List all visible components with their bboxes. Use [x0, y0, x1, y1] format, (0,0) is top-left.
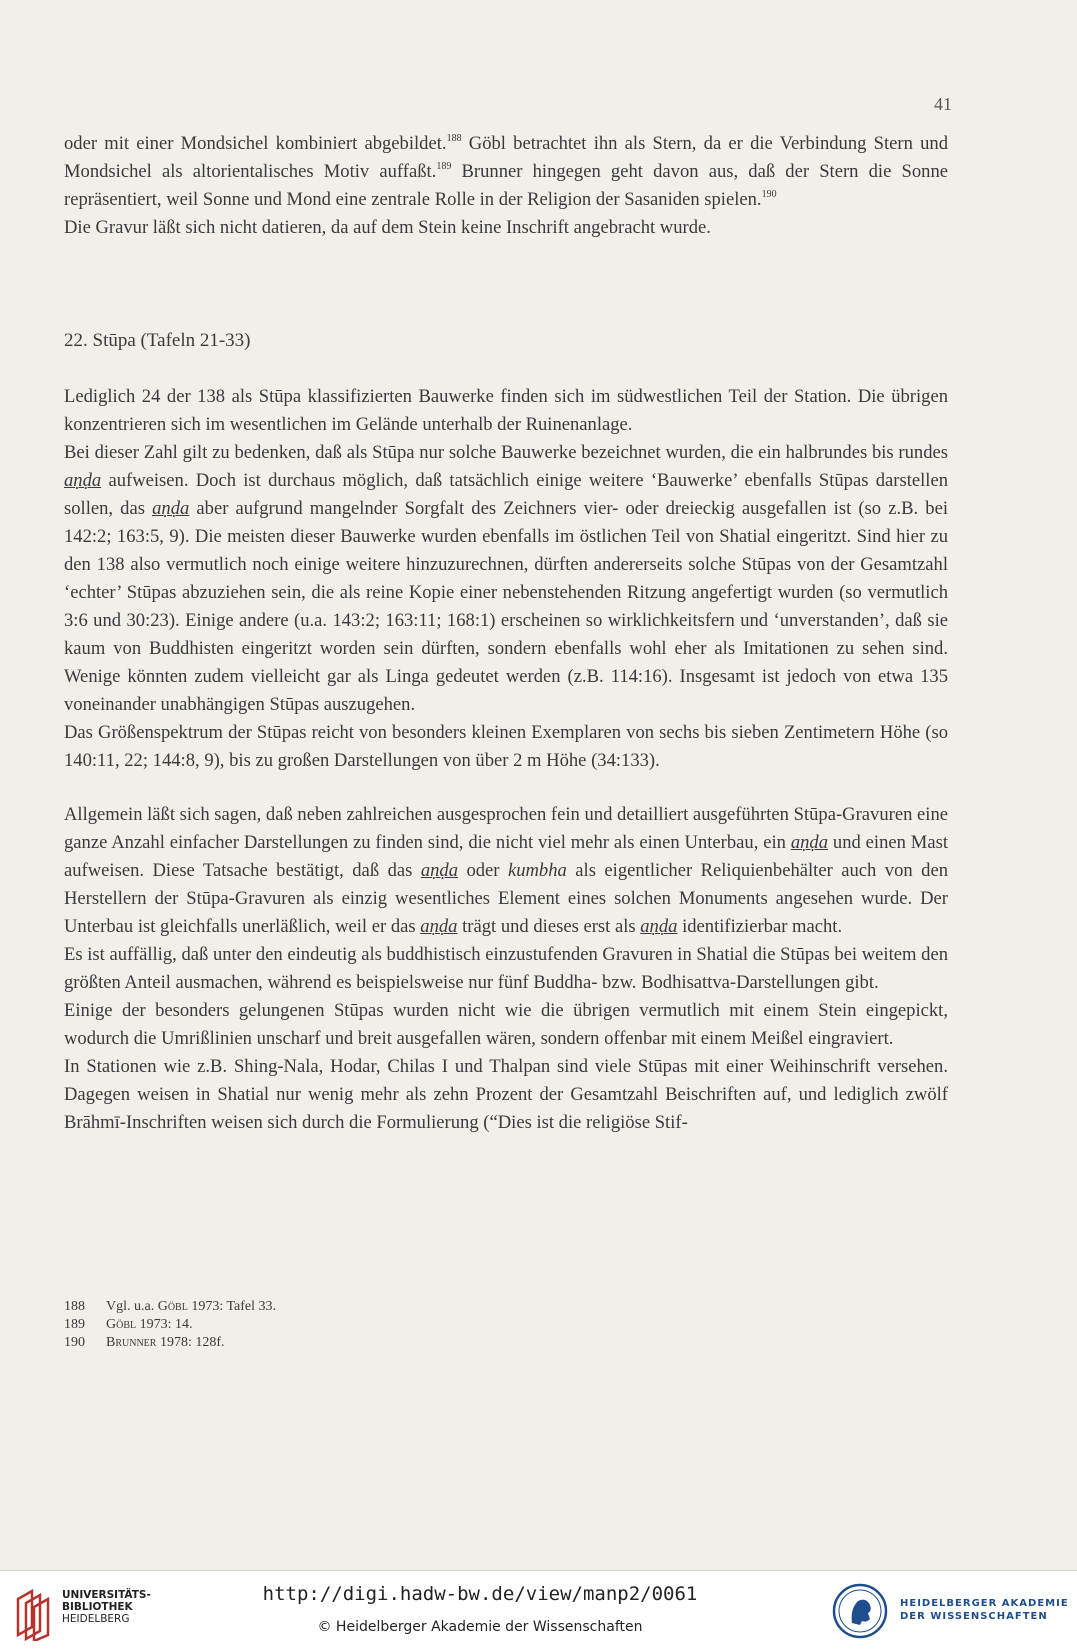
university-library-logo-icon: [12, 1585, 54, 1641]
footnote-text: Vgl. u.a. Göbl 1973: Tafel 33.: [106, 1299, 277, 1314]
footnote-190: [64, 1334, 564, 1352]
section-heading: 22. Stūpa (Tafeln 21-33): [64, 330, 251, 351]
page-number: 41: [934, 94, 952, 114]
text-run: und einen Mast aufweisen. Diese Tatsache bestätigt, daß das: [64, 832, 948, 881]
permalink-url[interactable]: http://digi.hadw-bw.de/view/manp2/0061: [262, 1583, 698, 1605]
emphasised-term: aṇḍa: [790, 832, 829, 853]
university-library-name: UNIVERSITÄTS- BIBLIOTHEK HEIDELBERG: [62, 1589, 151, 1625]
text-block-section-2: [64, 801, 948, 1137]
paragraph: [64, 439, 948, 719]
footnotes: [64, 1298, 564, 1352]
paragraph: [64, 383, 948, 439]
emphasised-term: aṇḍa: [640, 916, 678, 937]
text-run: Es ist auffällig, daß unter den eindeutig als buddhistisch einzustufenden Gravuren in Shatial die Stūpas bei weitem den größten Anteil ausmachen, während es beispielsweise nur fünf Buddha- bzw. Bodhisattva-Darstellungen gibt.: [64, 944, 948, 993]
text-run: Die Gravur läßt sich nicht datieren, da auf dem Stein keine Inschrift angebracht wurde.: [64, 217, 711, 238]
paragraph: [64, 130, 948, 214]
text-run: als eigentlicher Reliquienbehälter auch von den Herstellern der Stūpa-Gravuren als einzig wesentliches Element eines solchen Monuments angesehen wurde. Der Unterbau ist gleichfalls unerläßlich, weil er das: [64, 860, 948, 937]
text-run: oder mit einer Mondsichel kombiniert abgebildet.: [64, 133, 447, 154]
footnote-189: [64, 1316, 564, 1334]
text-run: Göbl betrachtet ihn als Stern, da er die Verbindung Stern und Mondsichel als altorientalisches Motiv auffaßt.: [64, 133, 949, 182]
emphasised-term: aṇḍa: [420, 860, 458, 881]
footnote-188: [64, 1298, 564, 1316]
text-block-intro: [64, 130, 948, 242]
footnote-text: Göbl 1973: 14.: [106, 1317, 193, 1332]
text-run: Brunner hingegen geht davon aus, daß der Stern die Sonne repräsentiert, weil Sonne und Mond eine zentrale Rolle in der Religion der Sasaniden spielen.: [64, 161, 948, 210]
text-run: identifizierbar macht.: [677, 916, 843, 937]
academy-seal-icon: [832, 1583, 888, 1639]
footnote-number: 190: [64, 1335, 85, 1350]
text-run: aber aufgrund mangelnder Sorgfalt des Zeichners vier- oder dreieckig ausgefallen ist (so z.B. bei 142:2; 163:5, 9). Die meisten dieser Bauwerke wurden ebenfalls im östlichen Teil von Shatial eingeritzt. Sind hier zu den 138 also vermutlich noch einige weitere hinzuzurechnen, dürften andererseits solche Stūpas von der Gesamtzahl ‘echter’ Stūpas abzuziehen sein, die als reine Kopie einer nebenstehenden Ritzung angefertigt wurden (so vermutlich 3:6 und 30:23). Einige andere (u.a. 143:2; 163:11; 168:1) erscheinen so wirklichkeitsfern und ‘unverstanden’, daß sie kaum von Buddhisten eingeritzt worden sein dürften, sondern ebenfalls wohl eher als Imitationen zu sehen sind. Wenige könnten zudem vielleicht gar als Linga gedeutet werden (z.B. 114:16). Insgesamt ist jedoch von etwa 135 voneinander unabhängigen Stūpas auszugehen.: [64, 498, 948, 715]
copyright-notice: © Heidelberger Akademie der Wissenschaften: [317, 1619, 643, 1635]
text-run: aufweisen. Doch ist durchaus möglich, daß tatsächlich einige weitere ‘Bauwerke’ ebenfalls Stūpas darstellen sollen, das: [64, 470, 948, 519]
emphasised-term: aṇḍa: [152, 498, 190, 519]
text-run: Das Größenspektrum der Stūpas reicht von besonders kleinen Exemplaren von sechs bis sieben Zentimetern Höhe (so 140:11, 22; 144:8, 9), bis zu großen Darstellungen von über 2 m Höhe (34:133).: [64, 722, 948, 771]
footnote-reference: 189: [436, 161, 452, 172]
paragraph: [64, 1053, 948, 1137]
footnote-number: 189: [64, 1317, 85, 1332]
paragraph: [64, 997, 948, 1053]
text-run: Allgemein läßt sich sagen, daß neben zahlreichen ausgesprochen fein und detailliert ausgeführten Stūpa-Gravuren eine ganze Anzahl einfacher Darstellungen zu finden sind, die nicht viel mehr als einen Unterbau, ein: [64, 804, 948, 853]
paragraph: [64, 941, 948, 997]
text-run: Bei dieser Zahl gilt zu bedenken, daß als Stūpa nur solche Bauwerke bezeichnet wurden, die ein halbrundes bis rundes: [64, 442, 948, 463]
text-run: trägt und dieses erst als: [457, 916, 641, 937]
text-run: In Stationen wie z.B. Shing-Nala, Hodar, Chilas I und Thalpan sind viele Stūpas mit einer Weihinschrift versehen. Dagegen weisen in Shatial nur wenig mehr als zehn Prozent der Gesamtzahl Beischriften auf, und lediglich zwölf Brāhmī-Inschriften weisen sich durch die Formulierung (“Dies ist die religiöse Stif-: [64, 1056, 948, 1133]
text-block-section-1: [64, 383, 948, 775]
footnote-text: Brunner 1978: 128f.: [106, 1335, 225, 1350]
paragraph: [64, 214, 948, 242]
academy-name: HEIDELBERGER AKADEMIE DER WISSENSCHAFTEN: [900, 1598, 1069, 1622]
emphasised-term: aṇḍa: [420, 916, 458, 937]
paragraph: [64, 801, 948, 941]
italic-term: kumbha: [507, 860, 567, 881]
emphasised-term: aṇḍa: [64, 470, 102, 491]
footnote-reference: 188: [446, 133, 462, 144]
paragraph: [64, 719, 948, 775]
footnote-reference: 190: [761, 189, 777, 200]
footnote-number: 188: [64, 1299, 85, 1314]
text-run: Einige der besonders gelungenen Stūpas wurden nicht wie die übrigen vermutlich mit einem Stein eingepickt, wodurch die Umrißlinien unscharf und breit ausgefallen wären, sondern offenbar mit einem Meißel eingraviert.: [64, 1000, 948, 1049]
text-run: oder: [458, 860, 508, 881]
viewer-footer: [0, 1570, 1077, 1650]
text-run: Lediglich 24 der 138 als Stūpa klassifizierten Bauwerke finden sich im südwestlichen Teil der Station. Die übrigen konzentrieren sich im wesentlichen im Gelände unterhalb der Ruinenanlage.: [64, 386, 948, 435]
